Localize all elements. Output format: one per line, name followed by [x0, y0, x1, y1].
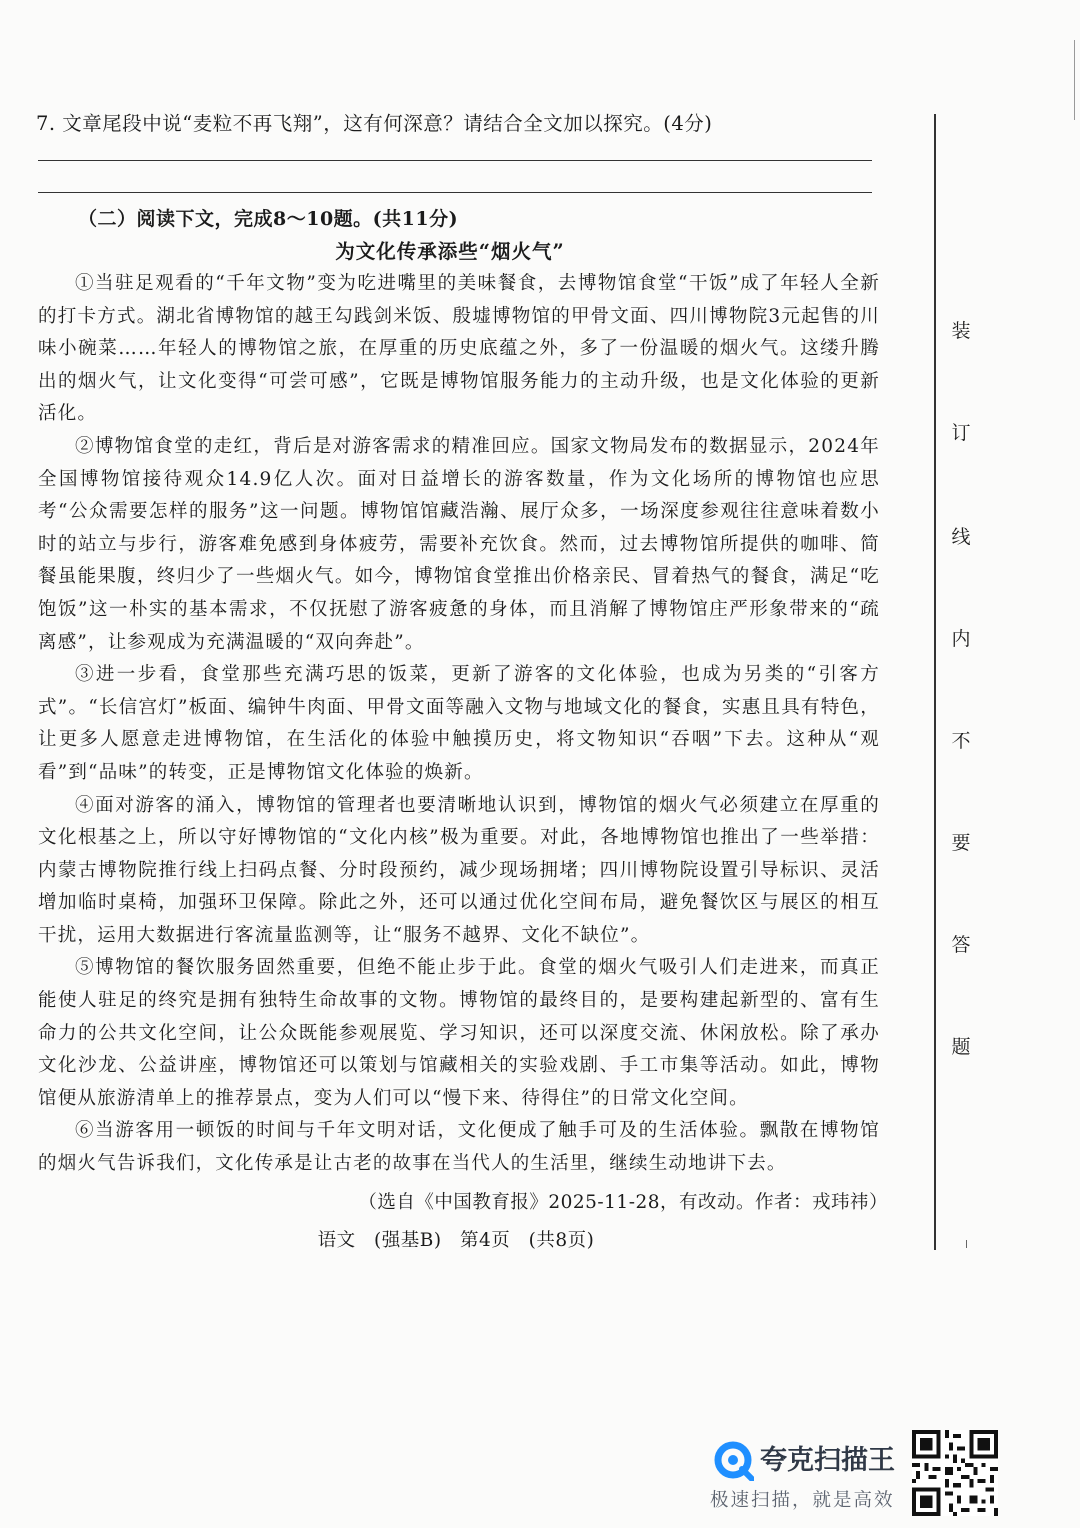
paragraph-1: ①当驻足观看的“千年文物”变为吃进嘴里的美味餐食，去博物馆食堂“干饭”成了年轻人全新的打卡方式。湖北省博物馆的越王勾践剑米饭、殷墟博物馆的甲骨文面、四川博物院3元起售的川味小碗菜……年轻人的博物馆之旅，在厚重的历史底蕴之外，多了一份温暖的烟火气。这缕升腾出的烟火气，让文化变得“可尝可感”，它既是博物馆服务能力的主动升级，也是文化体验的更新活化。	[38, 273, 880, 425]
paragraph-6: ⑥当游客用一顿饭的时间与千年文明对话，文化便成了触手可及的生活体验。飘散在博物馆的烟火气告诉我们，文化传承是让古老的故事在当代人的生活里，继续生动地讲下去。	[38, 1120, 880, 1175]
qr-code-icon	[912, 1430, 998, 1516]
scan-edge-mark	[1074, 40, 1075, 120]
section-heading: （二）阅读下文，完成8～10题。(共11分)	[78, 208, 459, 230]
binding-char: 订	[951, 422, 971, 444]
binding-char: 不	[951, 730, 971, 752]
binding-line	[934, 114, 936, 1250]
watermark-slogan: 极速扫描，就是高效	[710, 1490, 895, 1511]
page-footer	[0, 1226, 912, 1252]
binding-line-tick	[966, 1240, 973, 1248]
binding-char: 题	[951, 1036, 971, 1058]
binding-char: 内	[951, 628, 971, 650]
paragraph-3: ③进一步看，食堂那些充满巧思的饭菜，更新了游客的文化体验，也成为另类的“引客方式”。“长信宫灯”板面、编钟牛肉面、甲骨文面等融入文物与地域文化的餐食，实惠且具有特色，让更多人愿意走进博物馆，在生活化的体验中触摸历史，将文物知识“吞咽”下去。这种从“观看”到“品味”的转变，正是博物馆文化体验的焕新。	[38, 664, 880, 783]
answer-line-1	[38, 160, 872, 161]
article-title: 为文化传承添些“烟火气”	[335, 240, 565, 263]
article-body	[38, 268, 880, 1181]
binding-char: 要	[951, 832, 971, 854]
binding-char: 装	[951, 320, 971, 342]
watermark-app-name: 夸克扫描王	[760, 1445, 895, 1476]
footer-subject: 语文	[317, 1230, 356, 1251]
paragraph-2: ②博物馆食堂的走红，背后是对游客需求的精准回应。国家文物局发布的数据显示，2024年全国博物馆接待观众14.9亿人次。面对日益增长的游客数量，作为文化场所的博物馆也应思考“公众需要怎样的服务”这一问题。博物馆馆藏浩瀚、展厅众多，一场深度参观往往意味着数小时的站立与步行，游客难免感到身体疲劳，需要补充饮食。然而，过去博物馆所提供的咖啡、简餐虽能果腹，终归少了一些烟火气。如今，博物馆食堂推出价格亲民、冒着热气的餐食，满足“吃饱饭”这一朴实的基本需求，不仅抚慰了游客疲惫的身体，而且消解了博物馆庄严形象带来的“疏离感”，让参观成为充满温暖的“双向奔赴”。	[38, 435, 880, 653]
paragraph-4: ④面对游客的涌入，博物馆的管理者也要清晰地认识到，博物馆的烟火气必须建立在厚重的文化根基之上，所以守好博物馆的“文化内核”极为重要。对此，各地博物馆也推出了一些举措：内蒙古博物院推行线上扫码点餐、分时段预约，减少现场拥堵；四川博物院设置引导标识、灵活增加临时桌椅，加强环卫保障。除此之外，还可以通过优化空间布局，避免餐饮区与展区的相互干扰，运用大数据进行客流量监测等，让“服务不越界、文化不缺位”。	[38, 794, 880, 946]
binding-char: 线	[951, 526, 971, 548]
article-source: （选自《中国教育报》2025-11-28，有改动。作者：戎玮祎）	[358, 1192, 888, 1213]
footer-page: 第4页	[459, 1230, 511, 1251]
footer-edition: (强基B)	[374, 1230, 442, 1251]
quark-logo-icon	[712, 1439, 754, 1481]
answer-line-2	[38, 192, 872, 193]
footer-total: (共8页)	[528, 1230, 595, 1251]
paragraph-5: ⑤博物馆的餐饮服务固然重要，但绝不能止步于此。食堂的烟火气吸引人们走进来，而真正能使人驻足的终究是拥有独特生命故事的文物。博物馆的最终目的，是要构建起新型的、富有生命力的公共文化空间，让公众既能参观展览、学习知识，还可以深度交流、休闲放松。除了承办文化沙龙、公益讲座，博物馆还可以策划与馆藏相关的实验戏剧、手工市集等活动。如此，博物馆便从旅游清单上的推荐景点，变为人们可以“慢下来、待得住”的日常文化空间。	[38, 957, 880, 1109]
question-7: 7. 文章尾段中说“麦粒不再飞翔”，这有何深意？请结合全文加以探究。(4分)	[36, 112, 713, 135]
binding-char: 答	[951, 934, 971, 956]
